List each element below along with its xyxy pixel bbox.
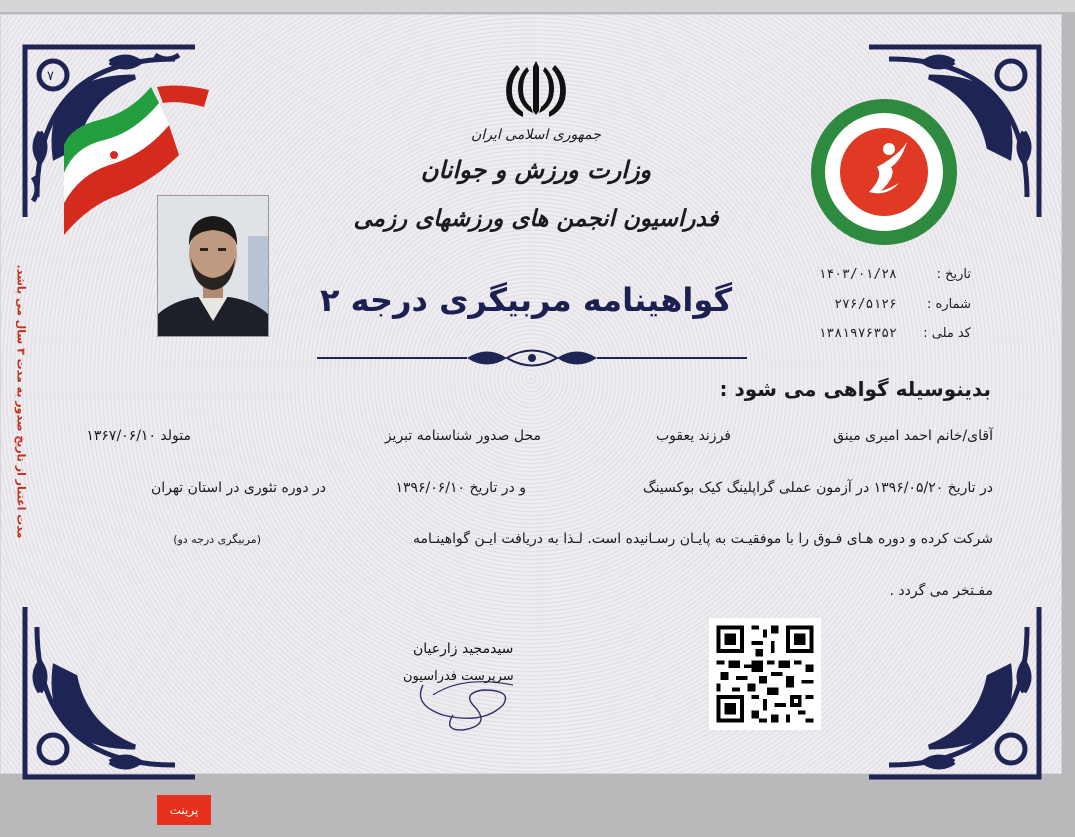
exam-text: در تاریخ ۱۳۹۶/۰۵/۲۰ در آزمون عملی گراپلینگ کیک بوکسینگ: [643, 480, 993, 496]
ornamental-divider: [317, 345, 747, 371]
completion-text: شرکت کرده و دوره هـای فـوق را با موفقیـت به پایـان رسـانیده است. لـذا به دریافت ایـن گواهینـامه: [412, 531, 993, 547]
date-row: [819, 267, 971, 282]
top-bar: [0, 0, 1075, 12]
corner-ornament-bottom-right: [859, 597, 1049, 787]
print-button[interactable]: پرینت: [157, 795, 211, 825]
republic-heading: جمهوری اسلامی ایران: [471, 127, 601, 143]
svg-text:۷: ۷: [47, 69, 54, 84]
number-row: [834, 297, 971, 312]
federation-logo: [809, 97, 959, 247]
number-label: شماره :: [927, 297, 971, 312]
iran-emblem-icon: [501, 57, 571, 119]
intro-text: بدینوسیله گواهی می شود :: [719, 377, 991, 401]
certificate: [0, 14, 1062, 774]
birthplace: محل صدور شناسنامه تبریز: [384, 428, 541, 444]
theory-text: در دوره تئوری در استان تهران: [150, 480, 326, 496]
signatory-role: سرپرست فدراسیون: [403, 669, 514, 684]
national-code-row: [819, 326, 971, 341]
signatory-name: سیدمجید زارعیان: [413, 641, 514, 657]
birthdate: متولد ۱۳۶۷/۰۶/۱۰: [86, 428, 191, 444]
corner-ornament-bottom-left: [15, 597, 205, 787]
father-name: فرزند یعقوب: [655, 428, 731, 444]
ministry-heading: وزارت ورزش و جوانان: [420, 155, 652, 184]
grade-note: (مربیگری درجه دو): [173, 533, 261, 546]
certificate-title: گواهینامه مربیگری درجه ۲: [319, 281, 733, 319]
validity-note: مدت اعتبار از تاریخ صدور به مدت ۳ سال می باشد.: [14, 264, 28, 539]
holder-name: آقای/خانم احمد امیری مینق: [833, 428, 993, 444]
signature-scrawl: [403, 645, 533, 735]
holder-photo: [157, 195, 269, 337]
theory-date: و در تاریخ ۱۳۹۶/۰۶/۱۰: [395, 480, 526, 496]
closing-text: مفـتخر می گردد .: [889, 583, 993, 599]
qr-code: [709, 618, 821, 730]
number-value: ۲۷۶/۵۱۲۶: [834, 297, 897, 312]
date-value: ۱۴۰۳/۰۱/۲۸: [818, 267, 897, 282]
date-label: تاریخ :: [936, 267, 971, 282]
federation-heading: فدراسیون انجمن های ورزشهای رزمی: [353, 205, 719, 232]
national-code-value: ۱۳۸۱۹۷۶۳۵۲: [818, 326, 897, 341]
national-code-label: کد ملی :: [923, 326, 971, 341]
